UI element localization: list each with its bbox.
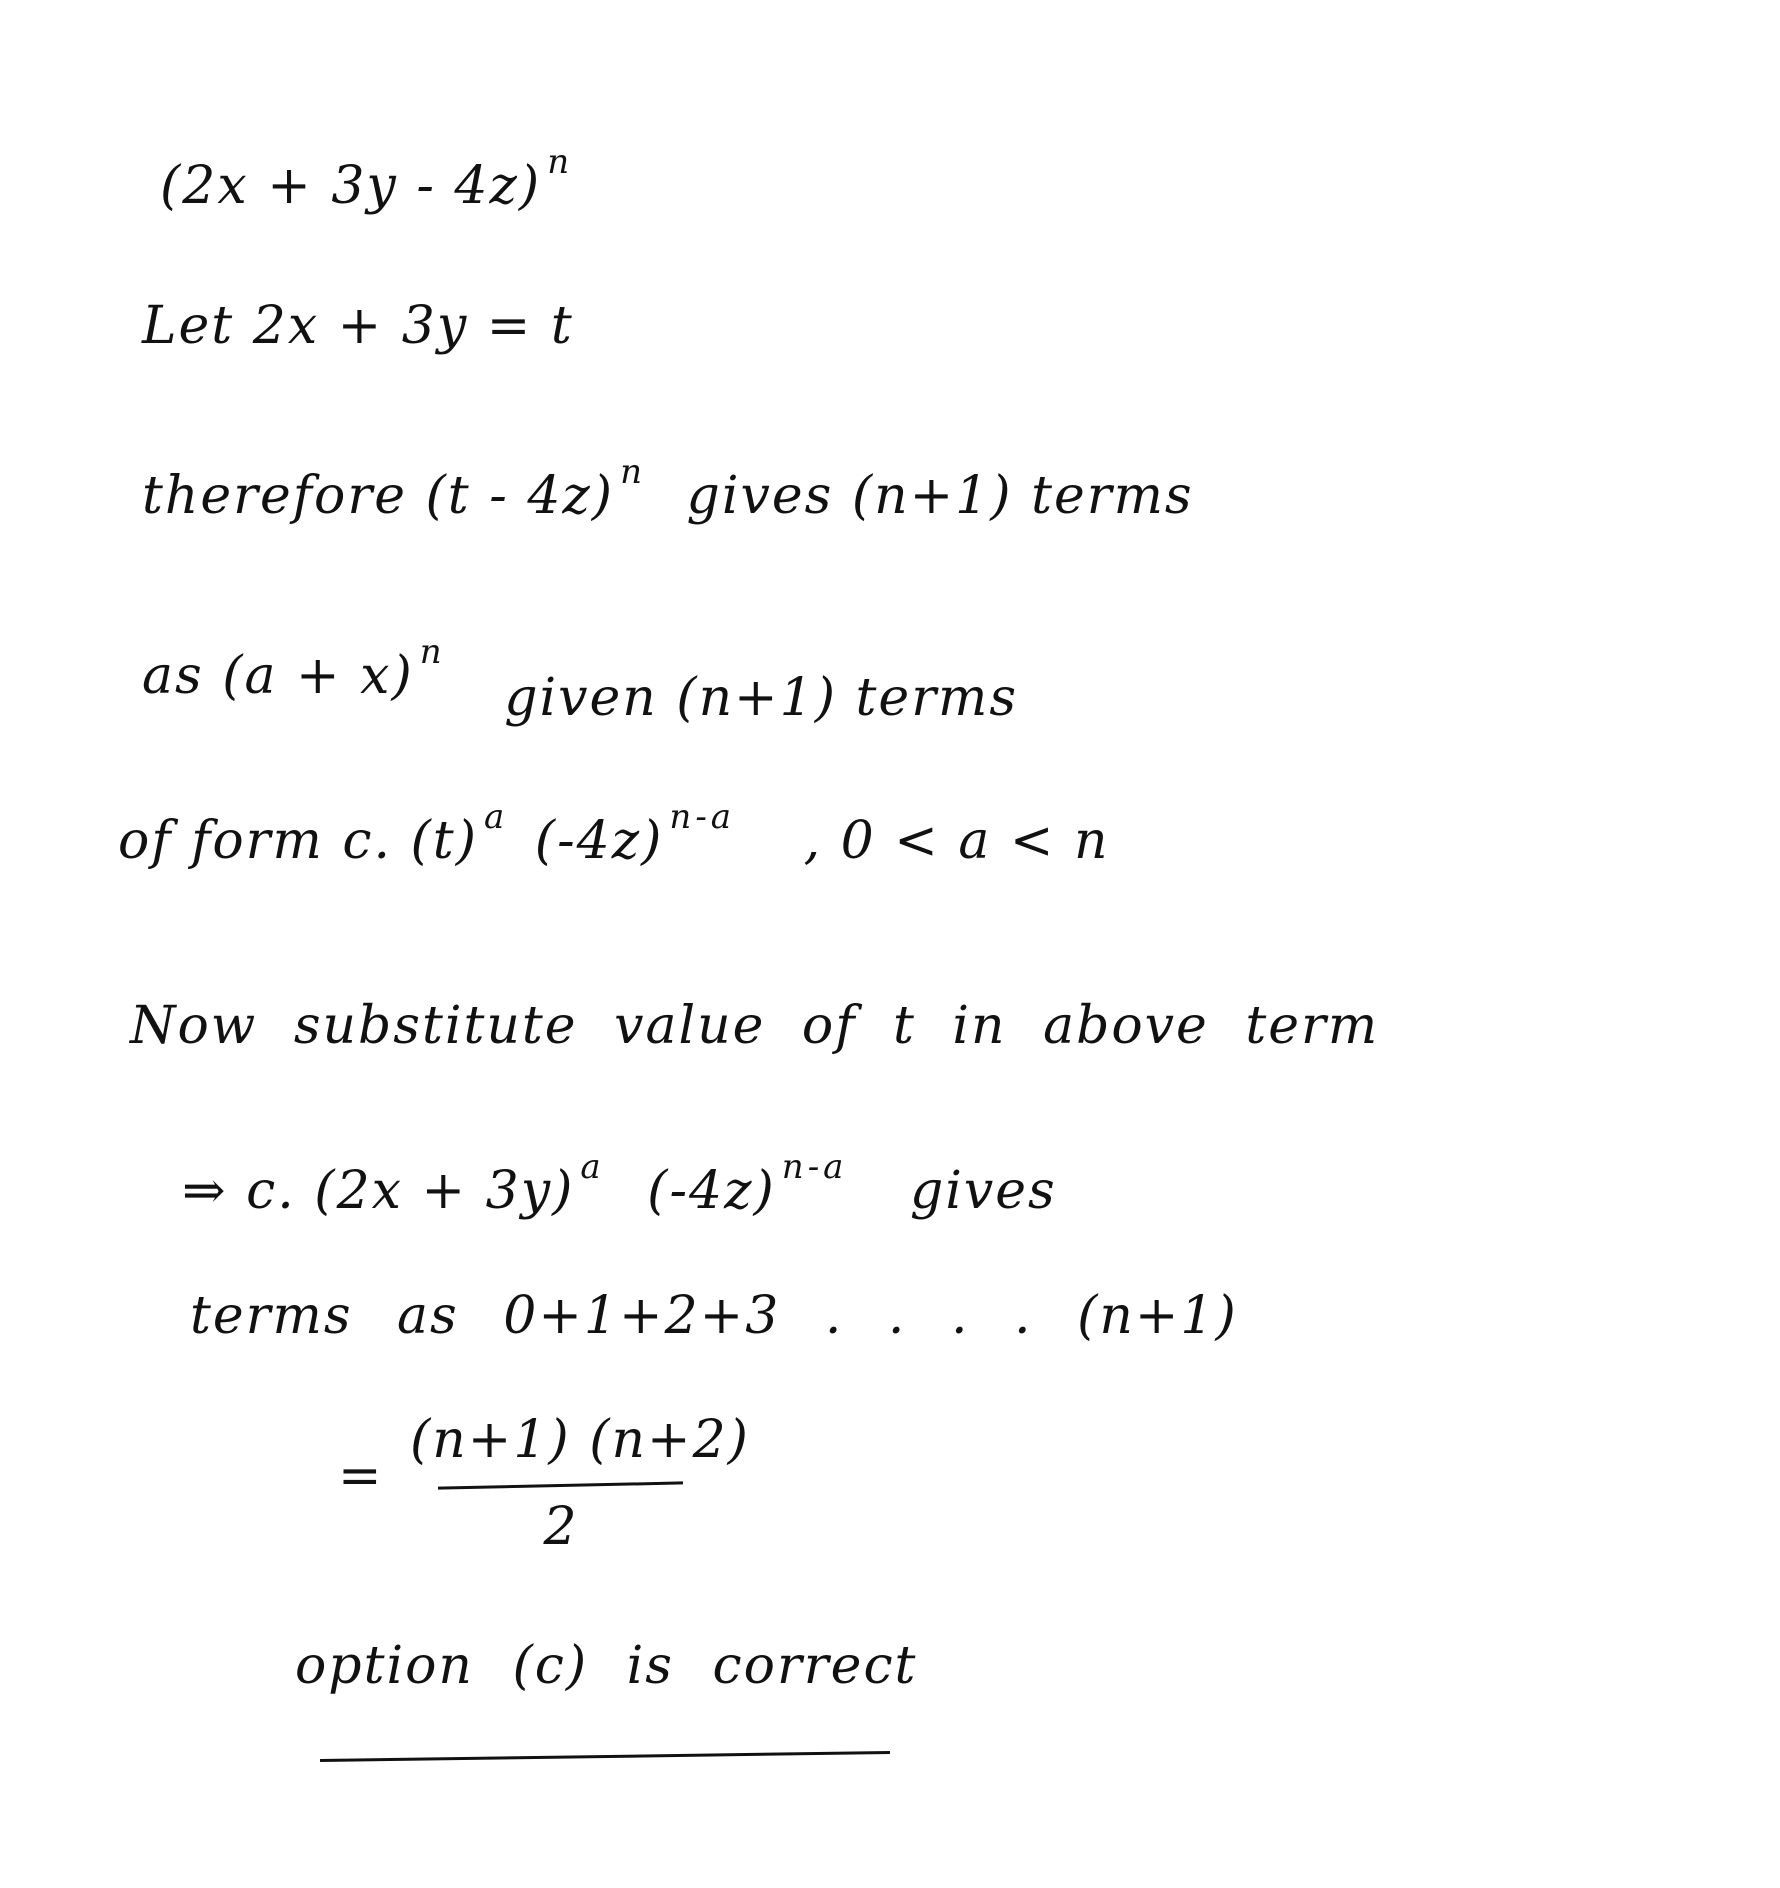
conclusion-line [295, 1636, 918, 1696]
conclusion-text: option (c) is correct [295, 1636, 918, 1696]
implies-post: gives [909, 1161, 1057, 1221]
implies-exponent-a: a [580, 1147, 605, 1187]
fraction-denominator: 2 [543, 1497, 577, 1557]
therefore-line [142, 452, 1194, 526]
terms-sum-line [190, 1286, 1238, 1346]
fraction-bar [437, 1481, 682, 1489]
of-form-exponent-n-minus-a: n-a [669, 797, 736, 837]
fraction-numerator: (n+1) (n+2) [410, 1410, 750, 1470]
as-form-pre: as (a + x) [142, 646, 414, 706]
terms-sum-text: terms as 0+1+2+3 . . . . (n+1) [190, 1286, 1238, 1346]
as-form-exponent: n [419, 632, 446, 672]
of-form-pre: of form c. (t) [118, 811, 478, 871]
implies-line [182, 1147, 1057, 1221]
conclusion-underline [320, 1751, 890, 1762]
expression-base: (2x + 3y - 4z) [160, 156, 542, 216]
implies-exponent-n-minus-a: n-a [781, 1147, 848, 1187]
implies-mid: (-4z) [647, 1161, 776, 1221]
of-form-exponent-a: a [483, 797, 509, 837]
therefore-pre: therefore (t - 4z) [142, 466, 615, 526]
as-form-line [142, 632, 1019, 728]
therefore-post: gives (n+1) terms [686, 466, 1194, 526]
fraction-equals-sign [338, 1446, 384, 1506]
result-fraction [410, 1410, 750, 1557]
of-form-mid: (-4z) [534, 811, 664, 871]
implies-pre: ⇒ c. (2x + 3y) [182, 1161, 575, 1221]
binomial-expression [160, 142, 574, 216]
substitute-text: Now substitute value of t in above term [130, 996, 1380, 1056]
as-form-post: given (n+1) terms [504, 668, 1019, 728]
therefore-exponent: n [620, 452, 646, 492]
substitute-line [130, 996, 1380, 1056]
equals-sign: = [338, 1446, 384, 1506]
of-form-line [118, 797, 1110, 871]
of-form-post: , 0 < a < n [803, 811, 1110, 871]
substitution-let [142, 296, 574, 356]
expression-exponent: n [547, 142, 574, 182]
let-text: Let 2x + 3y = t [142, 296, 574, 356]
